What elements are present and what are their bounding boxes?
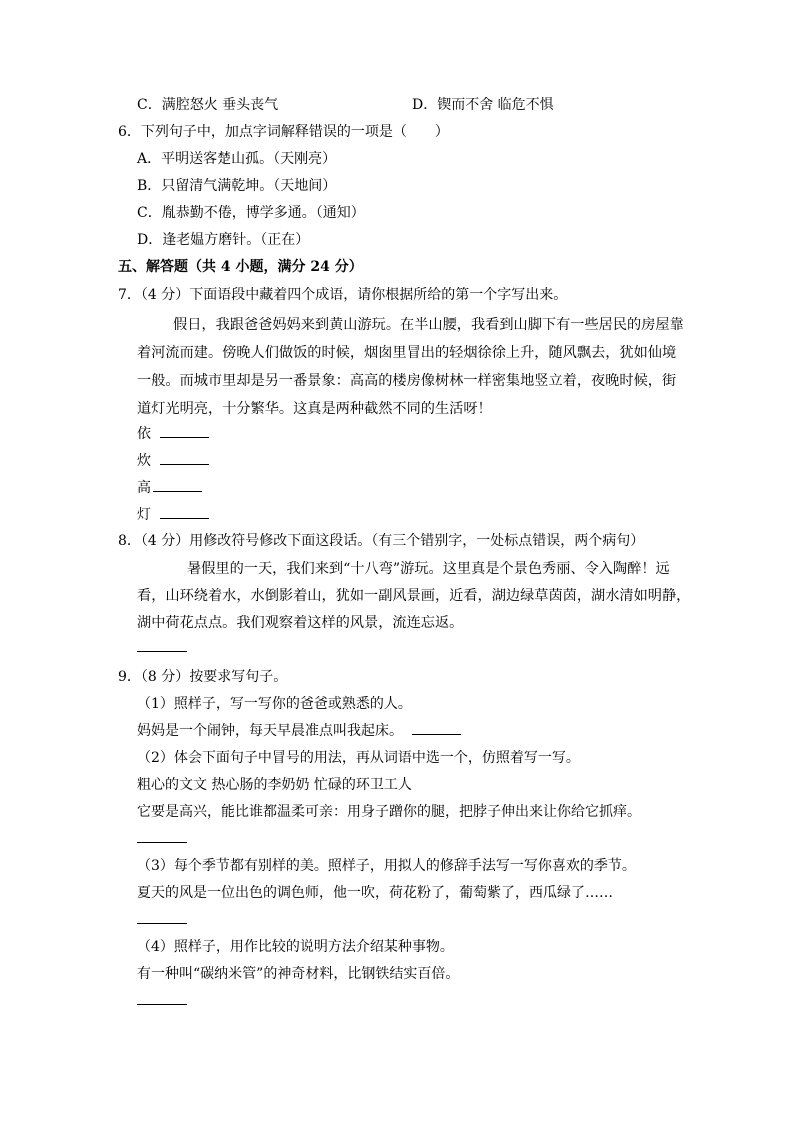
q9-sub2-answer-blank[interactable] [137, 842, 187, 843]
q8-passage-line-2: 看，山环绕着水，水倒影着山，犹如一副风景画，近看，湖边绿草茵茵，湖水清如明静， [137, 588, 691, 604]
q9-sub1-answer-blank[interactable] [412, 734, 461, 735]
q9-sub3-example: 夏天的风是一位出色的调色师，他一吹，荷花粉了，葡萄紫了，西瓜绿了…… [137, 885, 613, 901]
q9-sub3-answer-blank[interactable] [137, 923, 187, 924]
q7-prompt-1: 依 [137, 426, 151, 442]
q8-passage-line-1: 暑假里的一天，我们来到“十八弯”游玩。这里真是个景色秀丽、令入陶醉！远 [187, 561, 670, 577]
q8-stem: 8．（4 分）用修改符号修改下面这段话。（有三个错别字，一处标点错误，两个病句） [118, 533, 645, 549]
q7-answer-blank-3[interactable] [153, 491, 202, 492]
q7-passage-line-2: 着河流而建。傍晚人们做饭的时候，烟囱里冒出的轻烟徐徐上升，随风飘去，犹如仙境 [137, 345, 677, 361]
q6-stem: 6．下列句子中，加点字词解释错误的一项是（ ） [118, 124, 449, 140]
q7-answer-blank-1[interactable] [160, 437, 209, 438]
q9-stem: 9．（8 分）按要求写句子。 [118, 669, 288, 685]
q6-option-b: B．只留清气满乾坤。（天地间） [137, 178, 337, 194]
q7-stem: 7．（4 分）下面语段中藏着四个成语，请你根据所给的第一个字写出来。 [118, 287, 568, 303]
q6-option-a: A．平明送客楚山孤。（天刚亮） [137, 151, 337, 167]
q7-prompt-2: 炊 [137, 453, 151, 469]
q8-answer-blank[interactable] [137, 651, 187, 652]
q9-sub1-example: 妈妈是一个闹钟，每天早晨准点叫我起床。 [137, 723, 403, 739]
q9-sub4-answer-blank[interactable] [137, 1004, 187, 1005]
section-heading: 五、解答题（共 4 小题，满分 24 分） [118, 259, 363, 275]
q9-sub2-title: （2）体会下面句子中冒号的用法，再从词语中选一个，仿照着写一写。 [137, 750, 580, 766]
q6-option-c: C．胤恭勤不倦，博学多通。（通知） [137, 205, 365, 221]
q9-sub3-title: （3）每个季节都有别样的美。照样子，用拟人的修辞手法写一写你喜欢的季节。 [137, 858, 636, 874]
q7-answer-blank-2[interactable] [160, 464, 209, 465]
q5-option-d: D．锲而不舍 临危不惧 [412, 97, 554, 113]
q5-option-c: C．满腔怒火 垂头丧气 [137, 97, 279, 113]
q6-option-d: D．逢老媪方磨针。（正在） [137, 232, 310, 248]
q7-answer-blank-4[interactable] [160, 518, 209, 519]
q7-prompt-3: 高 [137, 480, 151, 496]
q7-passage-line-3: 一般。而城市里却是另一番景象：高高的楼房像树林一样密集地竖立着，夜晚时候，街 [137, 373, 677, 389]
q7-prompt-4: 灯 [137, 507, 151, 523]
q9-sub4-title: （4）照样子，用作比较的说明方法介绍某种事物。 [137, 939, 454, 955]
q9-sub2-words: 粗心的文文 热心肠的李奶奶 忙碌的环卫工人 [137, 777, 412, 793]
q9-sub1-title: （1）照样子，写一写你的爸爸或熟悉的人。 [137, 696, 412, 712]
q7-passage-line-4: 道灯光明亮，十分繁华。这真是两种截然不同的生活呀！ [137, 401, 492, 417]
q7-passage-line-1: 假日，我跟爸爸妈妈来到黄山游玩。在半山腰，我看到山脚下有一些居民的房屋靠 [173, 317, 684, 333]
q9-sub4-example: 有一种叫“碳纳米管”的神奇材料，比钢铁结实百倍。 [137, 966, 460, 982]
q8-passage-line-3: 湖中荷花点点。我们观察着这样的风景，流连忘返。 [137, 615, 464, 631]
q9-sub2-example: 它要是高兴，能比谁都温柔可亲：用身子蹭你的腿，把脖子伸出来让你给它抓痒。 [137, 804, 641, 820]
